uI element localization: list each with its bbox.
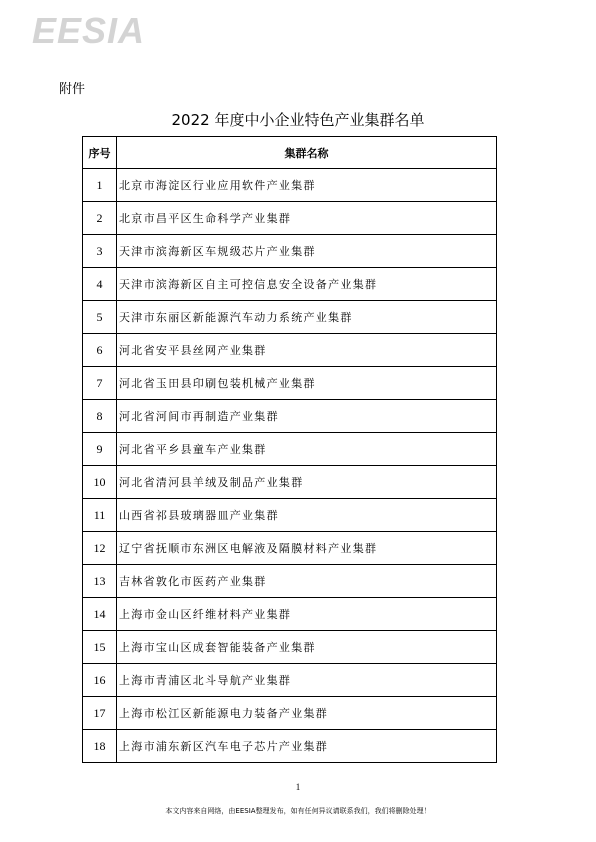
row-cluster-name: 吉林省敦化市医药产业集群 [117, 565, 497, 598]
attachment-label: 附件 [59, 82, 86, 97]
row-cluster-name: 天津市滨海新区车规级芯片产业集群 [117, 235, 497, 268]
table-row [83, 565, 497, 598]
row-cluster-name: 河北省玉田县印刷包装机械产业集群 [117, 367, 497, 400]
row-cluster-name: 上海市青浦区北斗导航产业集群 [117, 664, 497, 697]
row-serial-number: 18 [83, 730, 117, 763]
table-header-row [83, 137, 497, 169]
row-serial-number: 3 [83, 235, 117, 268]
row-serial-number: 11 [83, 499, 117, 532]
cluster-table [82, 136, 497, 763]
table-row [83, 631, 497, 664]
row-serial-number: 9 [83, 433, 117, 466]
row-serial-number: 17 [83, 697, 117, 730]
table-row [83, 202, 497, 235]
row-serial-number: 7 [83, 367, 117, 400]
row-cluster-name: 山西省祁县玻璃器皿产业集群 [117, 499, 497, 532]
table-row [83, 268, 497, 301]
row-cluster-name: 上海市金山区纤维材料产业集群 [117, 598, 497, 631]
header-serial-number: 序号 [83, 137, 117, 169]
row-serial-number: 10 [83, 466, 117, 499]
footer-disclaimer: 本文内容来自网络，由EESIA整理发布，如有任何异议请联系我们，我们将删除处理！ [165, 807, 431, 815]
row-cluster-name: 辽宁省抚顺市东洲区电解液及隔膜材料产业集群 [117, 532, 497, 565]
table-row [83, 367, 497, 400]
row-cluster-name: 天津市东丽区新能源汽车动力系统产业集群 [117, 301, 497, 334]
table-row [83, 334, 497, 367]
row-cluster-name: 上海市浦东新区汽车电子芯片产业集群 [117, 730, 497, 763]
row-cluster-name: 北京市昌平区生命科学产业集群 [117, 202, 497, 235]
table-row [83, 235, 497, 268]
row-cluster-name: 河北省平乡县童车产业集群 [117, 433, 497, 466]
row-serial-number: 14 [83, 598, 117, 631]
table-row [83, 598, 497, 631]
header-cluster-name: 集群名称 [117, 137, 497, 169]
row-cluster-name: 上海市宝山区成套智能装备产业集群 [117, 631, 497, 664]
page-number: 1 [295, 782, 301, 792]
document-title: 2022 年度中小企业特色产业集群名单 [171, 111, 425, 129]
row-cluster-name: 北京市海淀区行业应用软件产业集群 [117, 169, 497, 202]
row-cluster-name: 河北省安平县丝网产业集群 [117, 334, 497, 367]
row-serial-number: 15 [83, 631, 117, 664]
table-row [83, 664, 497, 697]
row-serial-number: 12 [83, 532, 117, 565]
table-row [83, 400, 497, 433]
row-serial-number: 2 [83, 202, 117, 235]
table-row [83, 532, 497, 565]
row-serial-number: 4 [83, 268, 117, 301]
row-serial-number: 8 [83, 400, 117, 433]
row-serial-number: 6 [83, 334, 117, 367]
row-serial-number: 5 [83, 301, 117, 334]
eesia-logo: EESIA [32, 10, 146, 51]
table-row [83, 730, 497, 763]
table-row [83, 697, 497, 730]
row-serial-number: 16 [83, 664, 117, 697]
table-row [83, 466, 497, 499]
table-row [83, 169, 497, 202]
row-serial-number: 13 [83, 565, 117, 598]
row-serial-number: 1 [83, 169, 117, 202]
row-cluster-name: 河北省清河县羊绒及制品产业集群 [117, 466, 497, 499]
table-row [83, 499, 497, 532]
row-cluster-name: 上海市松江区新能源电力装备产业集群 [117, 697, 497, 730]
row-cluster-name: 河北省河间市再制造产业集群 [117, 400, 497, 433]
row-cluster-name: 天津市滨海新区自主可控信息安全设备产业集群 [117, 268, 497, 301]
table-row [83, 301, 497, 334]
table-row [83, 433, 497, 466]
